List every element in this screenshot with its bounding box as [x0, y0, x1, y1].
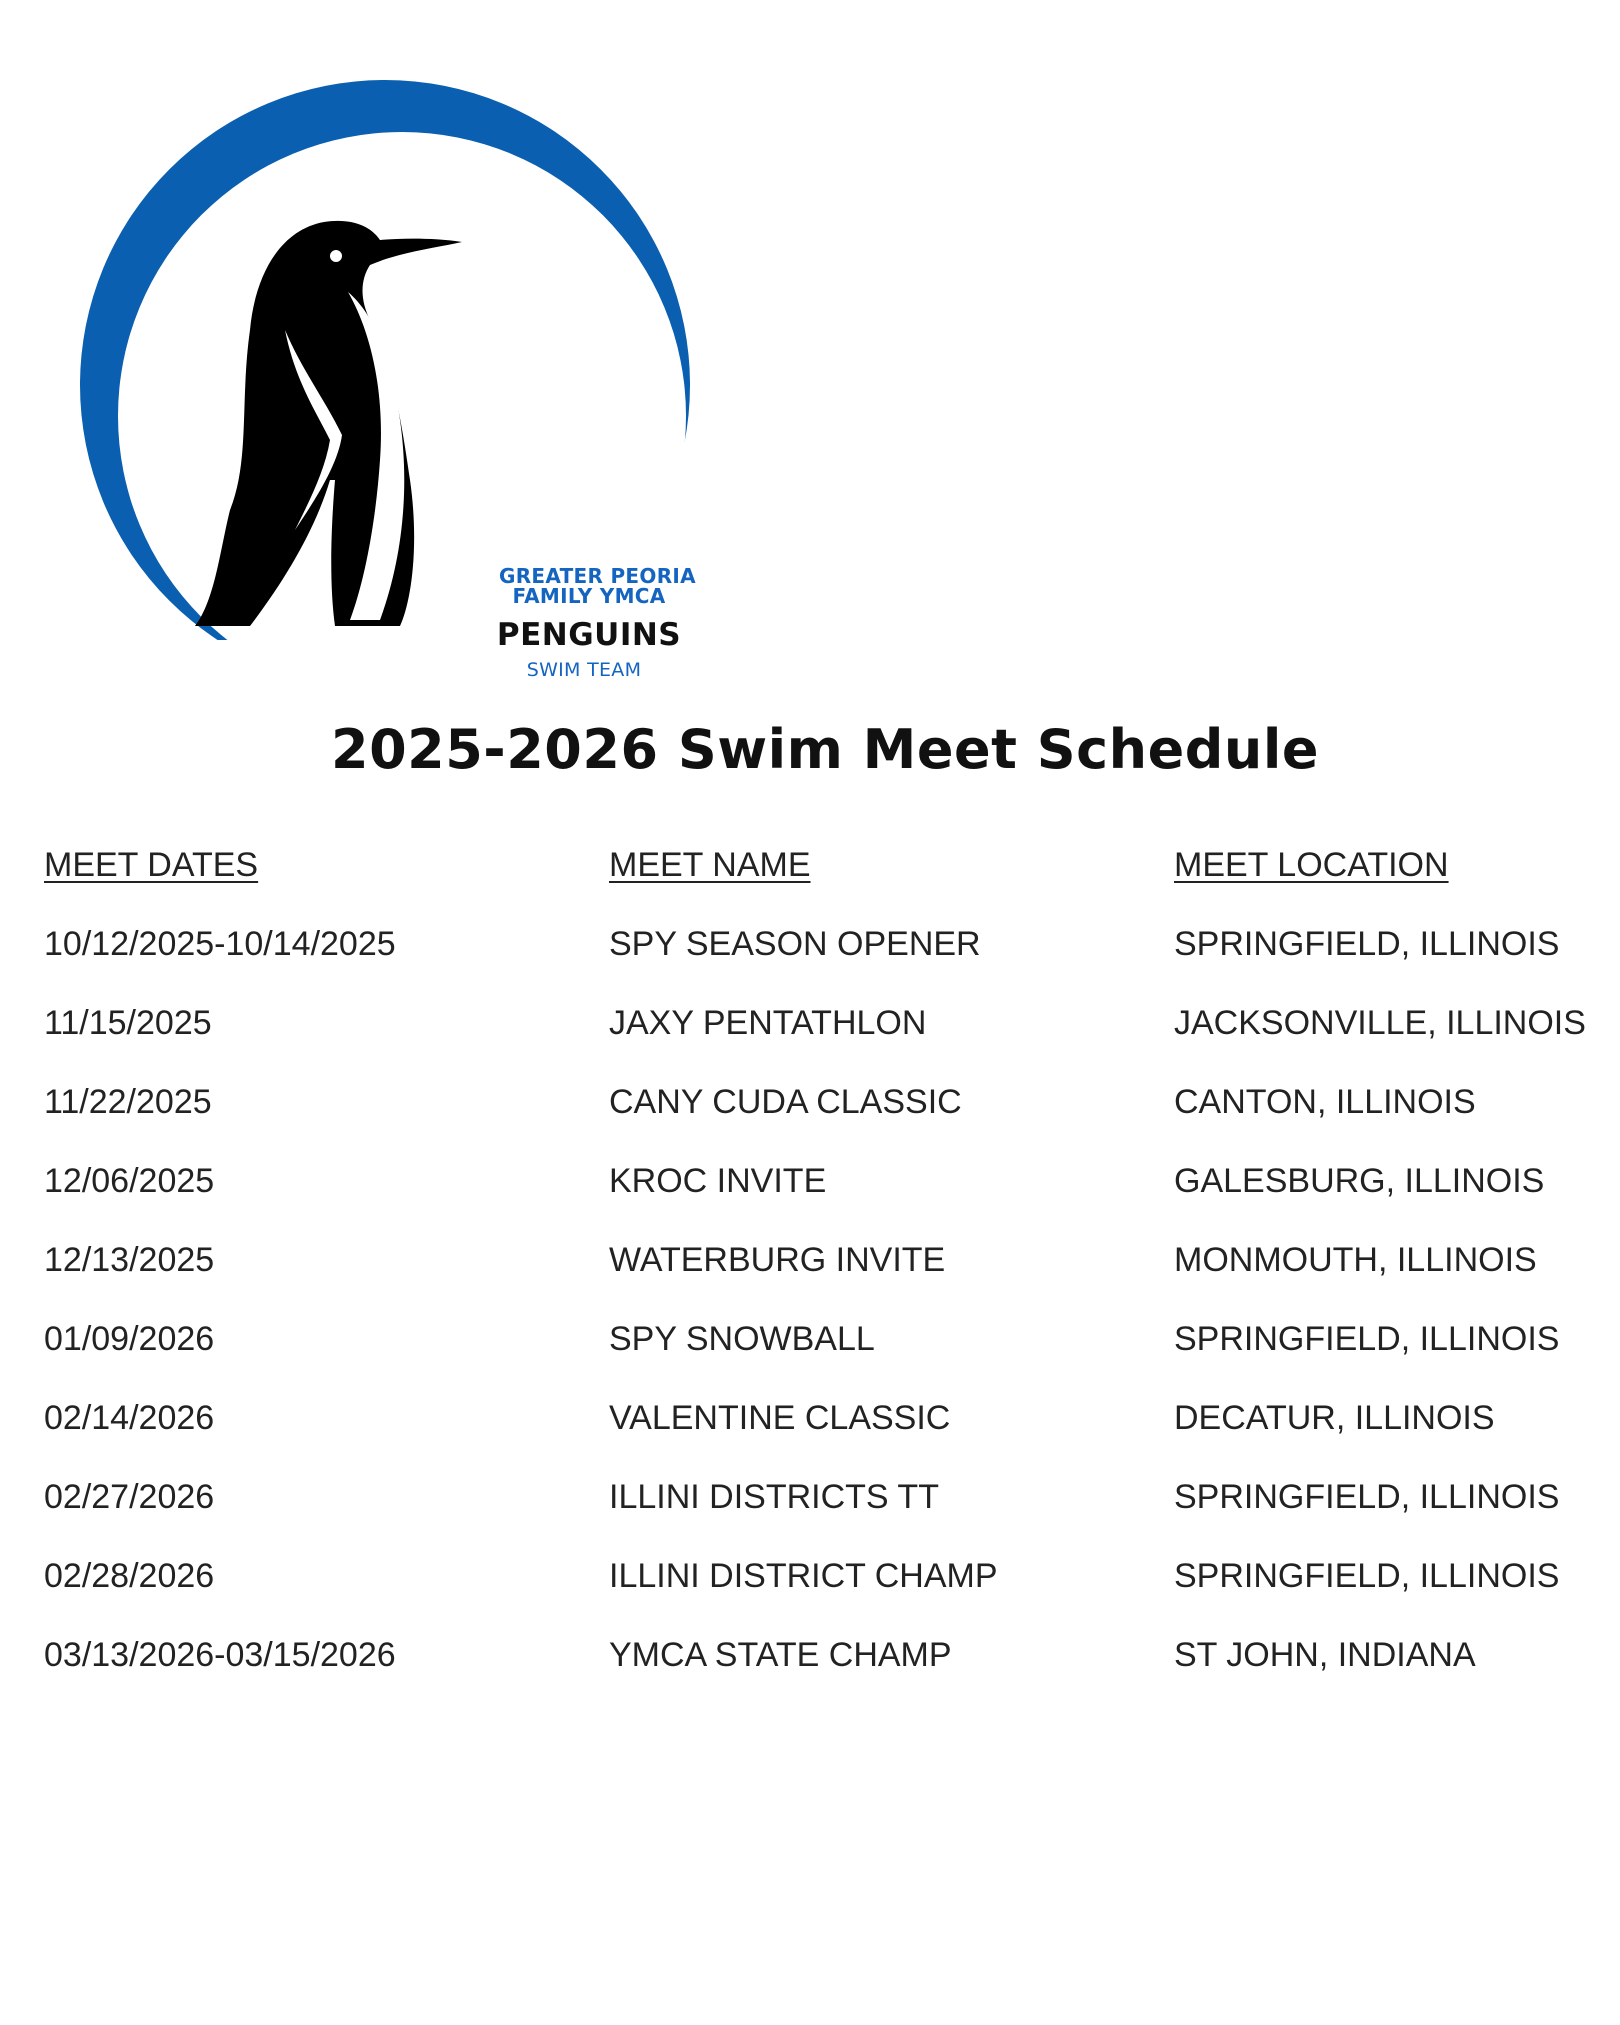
meet-date: 10/12/2025-10/14/2025: [44, 925, 396, 963]
meet-location: SPRINGFIELD, ILLINOIS: [1174, 1557, 1560, 1595]
penguin-eye: [330, 250, 342, 262]
meet-name: WATERBURG INVITE: [609, 1241, 946, 1279]
meet-date: 11/15/2025: [44, 1004, 212, 1042]
meet-date: 12/06/2025: [44, 1162, 215, 1200]
meet-name: ILLINI DISTRICT CHAMP: [609, 1557, 998, 1595]
table-row: [44, 1393, 1604, 1472]
table-row: [44, 1314, 1604, 1393]
logo-org-line2: FAMILY YMCA: [512, 584, 666, 608]
meet-date: 12/13/2025: [44, 1241, 215, 1279]
meet-location: SPRINGFIELD, ILLINOIS: [1174, 1320, 1560, 1358]
meet-name: SPY SNOWBALL: [609, 1320, 875, 1358]
team-logo: [80, 80, 700, 681]
table-row: [44, 1156, 1604, 1235]
meet-date: 02/28/2026: [44, 1557, 215, 1595]
meet-location: MONMOUTH, ILLINOIS: [1174, 1241, 1537, 1279]
logo-org-line1: GREATER PEORIA: [499, 564, 696, 588]
table-row: [44, 1472, 1604, 1551]
meet-location: CANTON, ILLINOIS: [1174, 1083, 1476, 1121]
meet-location: SPRINGFIELD, ILLINOIS: [1174, 925, 1560, 963]
meet-location: GALESBURG, ILLINOIS: [1174, 1162, 1545, 1200]
table-row: [44, 1551, 1604, 1630]
meet-name: YMCA STATE CHAMP: [609, 1636, 952, 1674]
table-row: [44, 1630, 1604, 1709]
meet-name: SPY SEASON OPENER: [609, 925, 981, 963]
table-row: [44, 1235, 1604, 1314]
meet-location: JACKSONVILLE, ILLINOIS: [1174, 1004, 1586, 1042]
logo-subtitle: SWIM TEAM: [526, 659, 642, 681]
meet-date: 01/09/2026: [44, 1320, 215, 1358]
meet-date: 03/13/2026-03/15/2026: [44, 1636, 396, 1674]
meet-date: 11/22/2025: [44, 1083, 212, 1121]
header-meet-location: MEET LOCATION: [1174, 846, 1449, 884]
table-row: [44, 1077, 1604, 1156]
table-row: [44, 919, 1604, 998]
table-header-row: [44, 840, 1604, 919]
meet-date: 02/27/2026: [44, 1478, 215, 1516]
meet-name: ILLINI DISTRICTS TT: [609, 1478, 939, 1516]
header-meet-name: MEET NAME: [609, 846, 811, 884]
logo-team-name: PENGUINS: [496, 617, 682, 653]
meet-name: KROC INVITE: [609, 1162, 827, 1200]
page-title: 2025-2026 Swim Meet Schedule: [331, 718, 1319, 781]
meet-schedule-table: [44, 840, 1604, 1709]
meet-location: DECATUR, ILLINOIS: [1174, 1399, 1495, 1437]
meet-date: 02/14/2026: [44, 1399, 215, 1437]
meet-name: CANY CUDA CLASSIC: [609, 1083, 962, 1121]
header-meet-dates: MEET DATES: [44, 846, 259, 884]
table-row: [44, 998, 1604, 1077]
meet-location: SPRINGFIELD, ILLINOIS: [1174, 1478, 1560, 1516]
meet-name: JAXY PENTATHLON: [609, 1004, 927, 1042]
meet-name: VALENTINE CLASSIC: [609, 1399, 951, 1437]
meet-location: ST JOHN, INDIANA: [1174, 1636, 1476, 1674]
penguin-crescent-logo-icon: [80, 80, 700, 640]
